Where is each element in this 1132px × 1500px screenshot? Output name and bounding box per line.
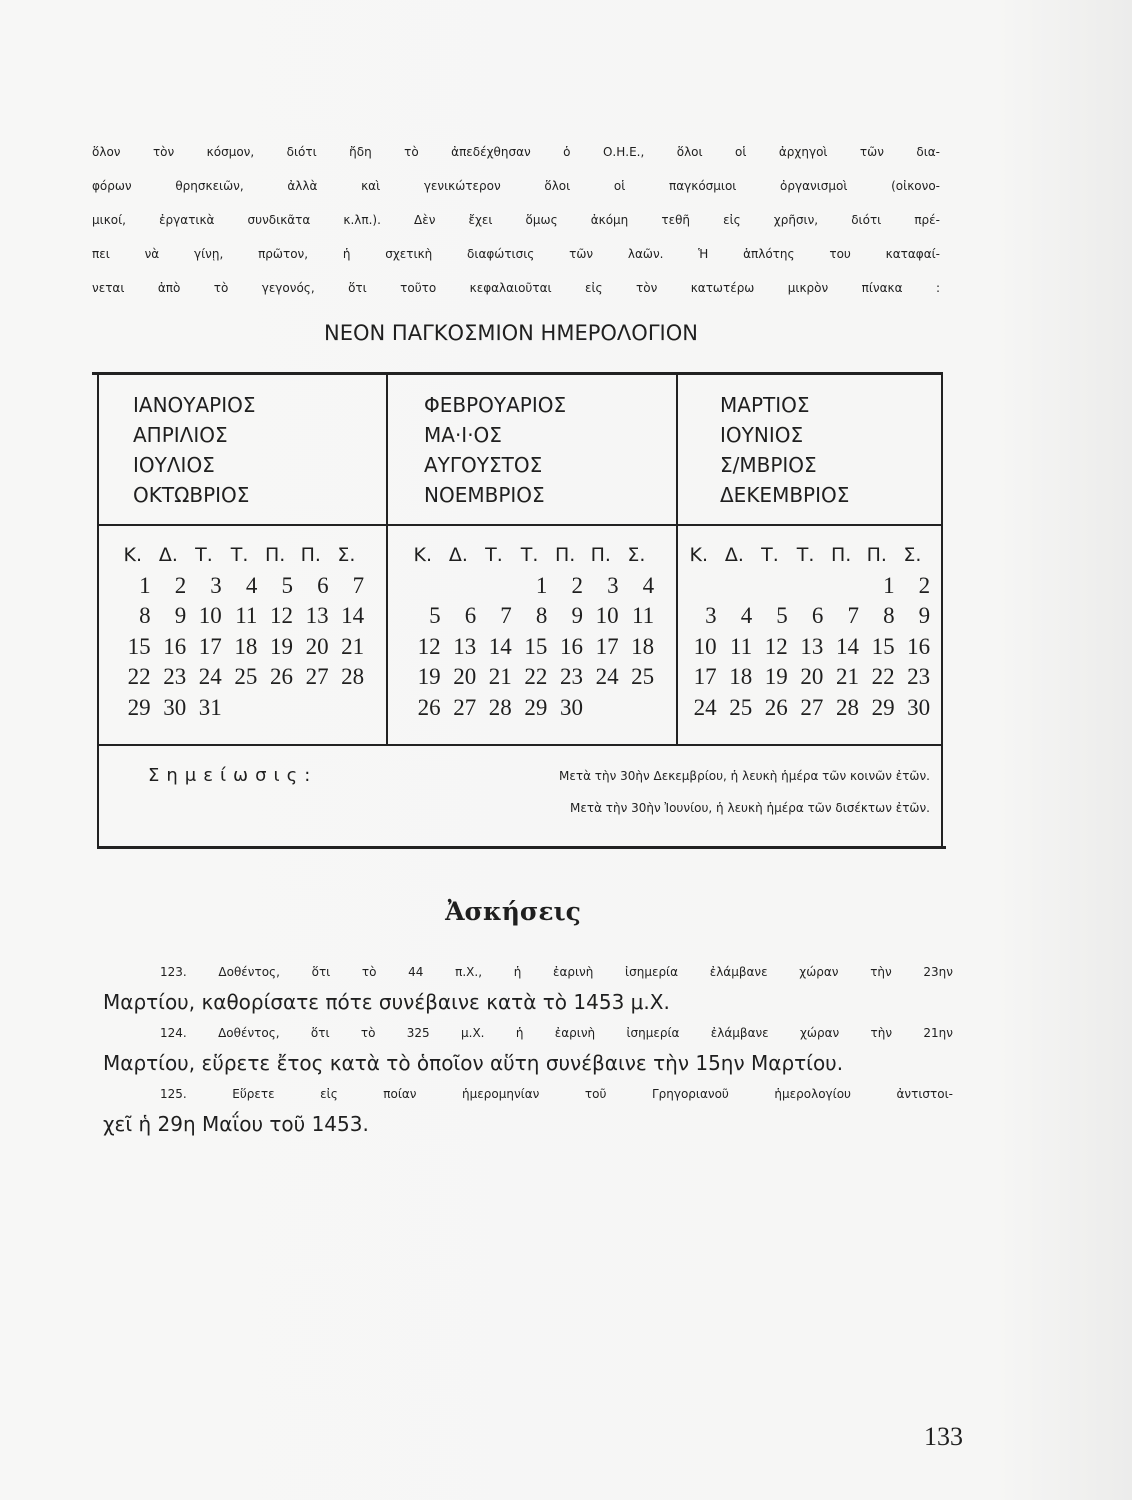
exercise-number: 123. — [160, 965, 187, 979]
day-number: 6 — [464, 603, 477, 628]
day-number: 5 — [429, 603, 441, 628]
month-name: ΙΟΥΛΙΟΣ — [133, 453, 215, 477]
day-number: 17 — [595, 633, 619, 659]
month-group — [424, 390, 566, 510]
day-number: 8 — [883, 603, 895, 628]
day-number — [329, 693, 365, 724]
weekday-header: Κ. — [413, 544, 433, 566]
day-number: 30 — [907, 694, 931, 720]
day-number: 8 — [535, 603, 548, 628]
day-number: 19 — [417, 664, 441, 689]
week-row — [681, 662, 930, 693]
day-number: 7 — [352, 572, 365, 598]
intro-paragraph — [92, 135, 940, 305]
exercise-number: 125. — [160, 1086, 187, 1101]
weekday-header: Τ. — [195, 544, 213, 566]
day-number: 1 — [535, 572, 548, 598]
day-number: 26 — [764, 694, 788, 720]
day-grid — [681, 540, 930, 723]
day-number: 6 — [317, 572, 329, 598]
day-number: 11 — [632, 603, 655, 628]
exercise-text: Μαρτίου, εὕρετε ἔτος κατὰ τὸ ὁποῖον αὕτη συνέβαινε τὴν 15ην Μαρτίου. — [103, 1051, 844, 1076]
weekday-header: Σ. — [337, 544, 356, 566]
week-row — [115, 632, 364, 663]
day-number: 24 — [595, 664, 619, 689]
weekday-header-row — [405, 540, 654, 571]
table-right-border — [941, 372, 943, 849]
calendar-title: ΝΕΟΝ ΠΑΓΚΟΣΜΙΟΝ ΗΜΕΡΟΛΟΓΙΟΝ — [324, 321, 698, 345]
table-left-border — [97, 372, 99, 849]
day-number: 14 — [835, 633, 859, 659]
day-number: 17 — [693, 664, 717, 689]
day-number — [583, 693, 619, 724]
week-row — [681, 693, 930, 724]
weekday-header: Π. — [300, 544, 321, 566]
exercise-first-line — [103, 957, 953, 987]
day-number: 22 — [524, 664, 548, 689]
day-number: 22 — [871, 664, 895, 689]
note-label: Σημείωσις: — [148, 765, 318, 786]
note-text — [277, 760, 930, 824]
table-column-divider — [676, 372, 678, 745]
day-number: 1 — [883, 572, 895, 598]
day-number: 25 — [631, 664, 655, 689]
day-number: 18 — [631, 633, 655, 659]
day-number: 19 — [269, 633, 293, 659]
day-number — [823, 571, 859, 602]
day-number — [405, 571, 441, 602]
day-number: 13 — [305, 603, 329, 628]
weekday-header-row — [681, 540, 930, 571]
day-number: 10 — [595, 603, 619, 628]
weekday-header: Δ. — [158, 544, 178, 566]
day-number: 10 — [198, 603, 222, 628]
day-number: 26 — [417, 694, 441, 720]
table-column-divider — [386, 372, 388, 745]
weekday-header: Π. — [265, 544, 286, 566]
day-number — [681, 571, 717, 602]
day-number: 2 — [174, 572, 187, 598]
day-number: 11 — [235, 603, 258, 628]
day-number: 10 — [693, 633, 717, 659]
day-number: 30 — [163, 694, 187, 720]
day-number — [717, 571, 753, 602]
day-number: 11 — [730, 633, 753, 659]
day-number: 19 — [764, 664, 788, 689]
day-number: 3 — [705, 603, 717, 628]
day-number: 28 — [488, 694, 512, 720]
day-number: 20 — [800, 664, 824, 689]
day-number — [257, 693, 293, 724]
day-number: 25 — [729, 694, 753, 720]
exercise-text: Δοθέντος, ὅτι τὸ 325 μ.Χ. ἡ ἐαρινὴ ἰσημερία ἐλάμβανε χώραν τὴν 21ην — [218, 1025, 953, 1040]
week-row — [681, 601, 930, 632]
day-number: 31 — [198, 694, 222, 720]
day-number: 23 — [163, 664, 187, 689]
exercises-list — [103, 957, 953, 1139]
day-number: 2 — [571, 572, 583, 598]
month-name: Σ/ΜΒΡΙΟΣ — [720, 453, 817, 477]
day-number: 7 — [847, 603, 859, 628]
week-row — [115, 693, 364, 724]
day-number: 21 — [835, 664, 859, 689]
week-row — [681, 571, 930, 602]
table-bottom-border — [97, 846, 946, 849]
day-number: 12 — [269, 603, 293, 628]
day-number: 27 — [305, 664, 329, 689]
day-number: 9 — [571, 603, 583, 628]
month-name: ΙΟΥΝΙΟΣ — [720, 423, 804, 447]
day-number — [619, 693, 655, 724]
note-line: Μετὰ τὴν 30ὴν Ἰουνίου, ἡ λευκὴ ἡμέρα τῶν δισέκτων ἐτῶν. — [570, 801, 930, 815]
week-row — [681, 632, 930, 663]
day-number — [752, 571, 788, 602]
day-number: 28 — [835, 694, 859, 720]
day-number: 15 — [871, 633, 895, 659]
day-number: 18 — [729, 664, 753, 689]
day-number: 16 — [559, 633, 583, 659]
weekday-header: Π. — [866, 544, 887, 566]
day-number: 16 — [163, 633, 187, 659]
day-number: 29 — [127, 694, 151, 720]
day-number: 21 — [488, 664, 512, 689]
day-grid — [405, 540, 654, 723]
day-number: 27 — [800, 694, 824, 720]
day-number: 3 — [210, 572, 222, 598]
weekday-header: Π. — [555, 544, 576, 566]
week-row — [115, 662, 364, 693]
day-number: 18 — [234, 633, 258, 659]
table-top-border — [92, 372, 943, 375]
day-number: 5 — [776, 603, 788, 628]
day-number: 23 — [907, 664, 931, 689]
weekday-header: Δ. — [448, 544, 468, 566]
day-number: 29 — [871, 694, 895, 720]
day-number: 14 — [488, 633, 512, 659]
week-row — [115, 601, 364, 632]
weekday-header: Κ. — [123, 544, 143, 566]
exercise-text: Δοθέντος, ὅτι τὸ 44 π.Χ., ἡ ἐαρινὴ ἰσημερία ἐλάμβανε χώραν τὴν 23ην — [218, 965, 953, 979]
paragraph-line: ὅλον τὸν κόσμον, διότι ἤδη τὸ ἀπεδέχθησαν ὁ Ο.Η.Ε., ὅλοι οἱ ἀρχηγοὶ τῶν δια- — [92, 145, 940, 159]
weekday-header: Σ. — [627, 544, 646, 566]
weekday-header: Σ. — [903, 544, 922, 566]
day-number: 4 — [642, 572, 655, 598]
day-number: 25 — [234, 664, 258, 689]
month-name: ΙΑΝΟΥΑΡΙΟΣ — [133, 393, 256, 417]
day-number: 27 — [453, 694, 477, 720]
day-number: 15 — [127, 633, 151, 659]
day-number: 6 — [811, 603, 824, 628]
exercise-first-line — [103, 1018, 953, 1048]
day-number — [441, 571, 477, 602]
day-number: 12 — [764, 633, 788, 659]
month-name: ΑΥΓΟΥΣΤΟΣ — [424, 453, 543, 477]
exercise-first-line — [103, 1079, 953, 1109]
note-line: Μετὰ τὴν 30ὴν Δεκεμβρίου, ἡ λευκὴ ἡμέρα τῶν κοινῶν ἐτῶν. — [559, 769, 930, 783]
day-number: 17 — [198, 633, 222, 659]
day-number: 4 — [740, 603, 753, 628]
day-number: 14 — [341, 603, 365, 628]
weekday-header-row — [115, 540, 364, 571]
paragraph-line: φόρων θρησκειῶν, ἀλλὰ καὶ γενικώτερον ὅλοι οἱ παγκόσμιοι ὀργανισμοὶ (οἰκονο- — [92, 179, 940, 193]
week-row — [405, 693, 654, 724]
table-rule-months — [97, 524, 943, 526]
paragraph-line: νεται ἀπὸ τὸ γεγονός, ὅτι τοῦτο κεφαλαιοῦται εἰς τὸν κατωτέρω μικρὸν πίνακα : — [92, 281, 940, 295]
day-number: 13 — [800, 633, 824, 659]
day-number: 24 — [693, 694, 717, 720]
week-row — [115, 571, 364, 602]
exercise-text: χεῖ ἡ 29η Μαΐου τοῦ 1453. — [103, 1112, 369, 1137]
week-row — [405, 571, 654, 602]
exercise-number: 124. — [160, 1025, 187, 1040]
week-row — [405, 662, 654, 693]
day-number: 30 — [559, 694, 583, 720]
weekday-header: Τ. — [796, 544, 815, 566]
month-name: ΔΕΚΕΜΒΡΙΟΣ — [720, 483, 850, 507]
day-number — [788, 571, 824, 602]
month-group — [720, 390, 849, 510]
paragraph-line: μικοί, ἐργατικὰ συνδικᾶτα κ.λπ.). Δὲν ἔχει ὅμως ἀκόμη τεθῆ εἰς χρῆσιν, διότι πρέ- — [92, 213, 940, 227]
weekday-header: Δ. — [724, 544, 744, 566]
day-number: 29 — [524, 694, 548, 720]
day-number — [222, 693, 258, 724]
day-number: 8 — [139, 603, 151, 628]
weekday-header: Τ. — [485, 544, 503, 566]
exercises-heading: Ἀσκήσεις — [445, 897, 581, 926]
weekday-header: Π. — [831, 544, 852, 566]
day-number: 4 — [245, 572, 258, 598]
month-group — [133, 390, 256, 510]
day-number: 1 — [139, 572, 151, 598]
month-name: ΜΑ·Ι·ΟΣ — [424, 423, 502, 447]
day-number: 12 — [417, 633, 441, 659]
day-grid — [115, 540, 364, 723]
weekday-header: Κ. — [689, 544, 709, 566]
month-name: ΜΑΡΤΙΟΣ — [720, 393, 810, 417]
weekday-header: Τ. — [230, 544, 249, 566]
day-number: 13 — [453, 633, 477, 659]
day-number: 26 — [269, 664, 293, 689]
table-rule-days — [97, 744, 943, 746]
page-number: 133 — [924, 1422, 963, 1451]
day-number: 24 — [198, 664, 222, 689]
day-number: 20 — [305, 633, 329, 659]
day-number: 15 — [524, 633, 548, 659]
weekday-header: Τ. — [520, 544, 539, 566]
day-number: 7 — [500, 603, 512, 628]
exercise-text: Μαρτίου, καθορίσατε πότε συνέβαινε κατὰ τὸ 1453 μ.Χ. — [103, 990, 670, 1015]
day-number: 23 — [559, 664, 583, 689]
day-number: 2 — [918, 572, 931, 598]
week-row — [405, 632, 654, 663]
exercise-text: Εὕρετε εἰς ποίαν ἡμερομηνίαν τοῦ Γρηγοριανοῦ ἡμερολογίου ἀντιστοι- — [232, 1086, 953, 1101]
month-name: ΝΟΕΜΒΡΙΟΣ — [424, 483, 545, 507]
month-name: ΟΚΤΩΒΡΙΟΣ — [133, 483, 250, 507]
day-number: 5 — [281, 572, 293, 598]
week-row — [405, 601, 654, 632]
day-number — [293, 693, 329, 724]
day-number: 20 — [453, 664, 477, 689]
day-number: 9 — [918, 603, 931, 628]
day-number: 21 — [341, 633, 365, 659]
calendar-table — [97, 372, 943, 849]
weekday-header: Π. — [590, 544, 611, 566]
day-number: 22 — [127, 664, 151, 689]
day-number: 16 — [907, 633, 931, 659]
day-number — [476, 571, 512, 602]
weekday-header: Τ. — [761, 544, 779, 566]
day-number: 9 — [174, 603, 187, 628]
paragraph-line: πει νὰ γίνῃ, πρῶτον, ἡ σχετικὴ διαφώτισις τῶν λαῶν. Ἡ ἁπλότης του καταφαί- — [92, 247, 940, 261]
day-number: 28 — [341, 664, 365, 689]
month-name: ΑΠΡΙΛΙΟΣ — [133, 423, 228, 447]
day-number: 3 — [607, 572, 619, 598]
month-name: ΦΕΒΡΟΥΑΡΙΟΣ — [424, 393, 567, 417]
